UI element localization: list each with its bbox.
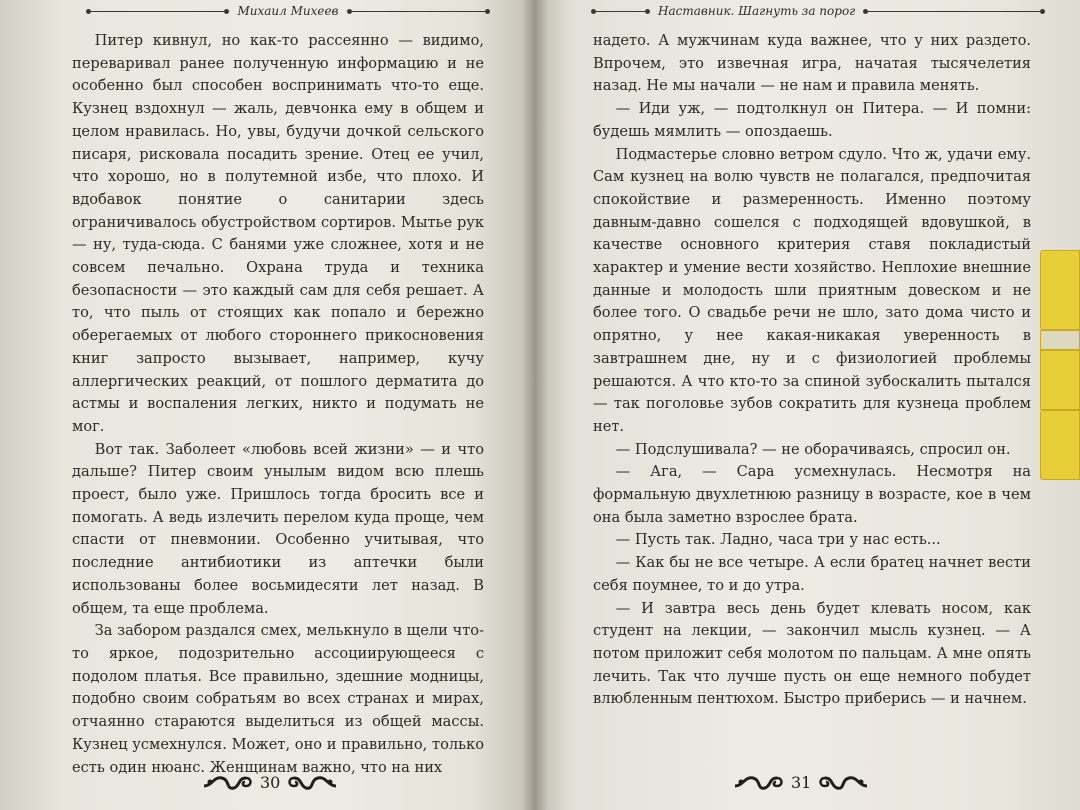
scroll-ornament-icon xyxy=(817,770,869,794)
paragraph: Питер кивнул, но как-то рассеянно — видимо, переваривал ранее полученную информацию и не особенно был способен воспринимать что-то еще. Кузнец вздохнул — жаль, девчонка ему в общем и целом нравилась. Но, увы, будучи дочкой сельского писаря, рисковала посадить зрение. Отец ее учил, что хорошо, но в полутемной избе, что плохо. И вдобавок понятие о санитарии здесь ограничивалось обустройством сортиров. Мытье рук — ну, туда-сюда. С банями уже сложнее, хотя и не совсем печально. Охрана труда и техника безопасности — это каждый сам для себя решает. А то, что пыль от стоящих как попало и бережно оберегаемых от любого стороннего прикосновения книг запросто вызывает, например, кучу аллергических реакций, от пошлого дерматита до астмы и воспаления легких, никто и подумать не мог. xyxy=(72,32,484,435)
page-number: 30 xyxy=(260,772,281,792)
header-rule-right xyxy=(865,11,1043,12)
left-page-body xyxy=(72,30,484,779)
paragraph: За забором раздался смех, мелькнуло в щели что-то яркое, подозрительно ассоциирующееся с подолом платья. Все правильно, здешние модницы, подобно своим собратьям во всех странах и мирах, отчаянно стараются выделиться из общей массы. Кузнец усмехнулся. Может, оно и правильно, только есть один нюанс. Женщинам важно, что на них xyxy=(72,622,484,776)
paragraph: Подмастерье словно ветром сдуло. Что ж, удачи ему. Сам кузнец на волю чувств не полагался, предпочитая спокойствие и размеренность. Именно поэтому давным-давно сошелся с подходящей вдовушкой, в качестве основного критерия ставя покладистый характер и умение вести хозяйство. Неплохие внешние данные и молодость шли приятным довеском и не более того. О свадьбе речи не шло, зато дома чисто и опрятно, у нее какая-никакая уверенность в завтрашнем дне, ну и с физиологией проблемы решаются. А что кто-то за спиной зубоскалить пытался — так поголовье зубов сократить для кузнеца проблем нет. xyxy=(593,145,1031,435)
scroll-ornament-icon xyxy=(202,770,254,794)
bookmark-clip xyxy=(1040,330,1080,350)
paragraph: — Подслушивала? — не оборачиваясь, спросил он. xyxy=(615,440,1011,458)
left-folio xyxy=(202,770,338,794)
right-page-body xyxy=(593,30,1031,711)
author-name: Михаил Михеев xyxy=(237,4,339,18)
book-gutter-shadow xyxy=(522,0,548,810)
paragraph: — Пусть так. Ладно, часа три у нас есть... xyxy=(615,531,941,549)
paragraph: надето. А мужчинам куда важнее, что у них раздето. Впрочем, это извечная игра, начатая тысячелетия назад. Не мы начали — не нам и правила менять. xyxy=(593,32,1031,95)
paragraph: — Иди уж, — подтолкнул он Питера. — И помни: будешь мямлить — опоздаешь. xyxy=(593,100,1031,140)
paragraph: Вот так. Заболеет «любовь всей жизни» — и что дальше? Питер своим унылым видом всю плешь проест, было уже. Пришлось тогда бросить все и помогать. А ведь излечить перелом куда проще, чем спасти от пневмонии. Особенно учитывая, что последние антибиотики из аптечки были использованы более восьмидесяти лет назад. В общем, та еще проблема. xyxy=(72,440,484,617)
left-page xyxy=(0,0,535,810)
paragraph: — И завтра весь день будет клевать носом, как студент на лекции, — закончил мысль кузнец. — А потом приложит себя молотом по пальцам. А мне опять лечить. Так что лучше пусть он еще немного побудет влюбленным пентюхом. Быстро приберись — и начнем. xyxy=(593,599,1031,708)
book-title: Наставник. Шагнуть за порог xyxy=(658,4,856,18)
right-running-header xyxy=(593,4,1043,18)
bookmark-tab xyxy=(1040,410,1080,480)
right-page xyxy=(535,0,1080,810)
scroll-ornament-icon xyxy=(286,770,338,794)
page-number: 31 xyxy=(791,772,812,792)
paragraph: — Как бы не все четыре. А если братец начнет вести себя поумнее, то и до утра. xyxy=(593,554,1031,594)
header-rule-left xyxy=(88,11,227,12)
left-running-header xyxy=(88,4,488,18)
bookmark-tab xyxy=(1040,350,1080,410)
right-folio xyxy=(733,770,869,794)
paragraph: — Ага, — Сара усмехнулась. Несмотря на формальную двухлетнюю разницу в возрасте, кое в чем она была заметно взрослее брата. xyxy=(593,463,1031,526)
header-rule-left xyxy=(593,11,648,12)
scroll-ornament-icon xyxy=(733,770,785,794)
bookmark-tab xyxy=(1040,250,1080,330)
header-rule-right xyxy=(349,11,488,12)
